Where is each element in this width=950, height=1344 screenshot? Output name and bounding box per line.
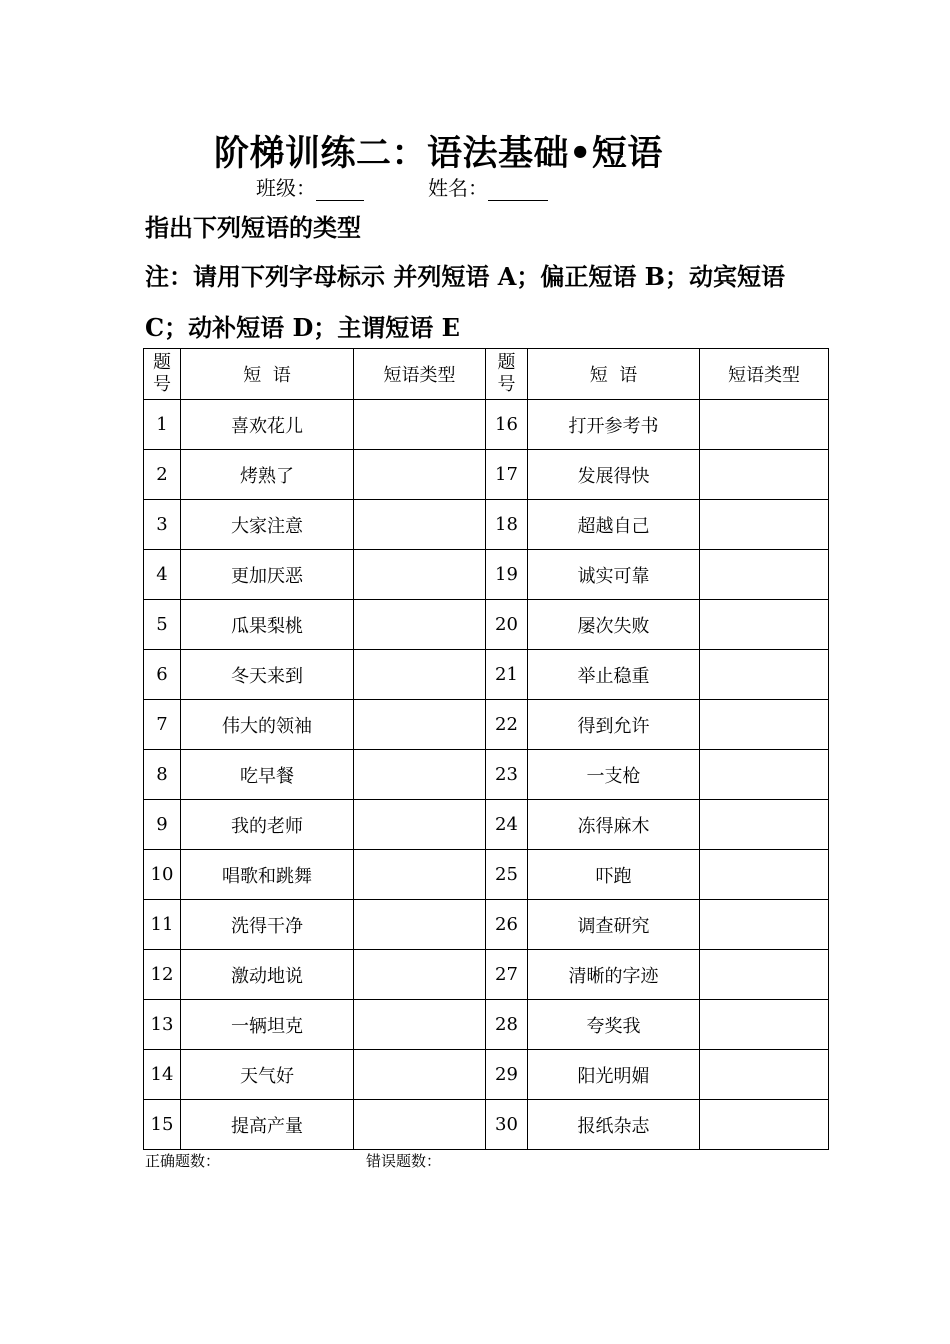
phrase-cell: 诚实可靠 — [528, 550, 700, 600]
header-type-right: 短语类型 — [700, 349, 829, 400]
answer-cell[interactable] — [700, 600, 829, 650]
question-number: 15 — [144, 1100, 181, 1150]
question-number: 23 — [486, 750, 528, 800]
table-row — [144, 600, 829, 650]
table-row — [144, 650, 829, 700]
phrase-cell: 吓跑 — [528, 850, 700, 900]
answer-cell[interactable] — [700, 1000, 829, 1050]
answer-cell[interactable] — [700, 500, 829, 550]
phrase-cell: 阳光明媚 — [528, 1050, 700, 1100]
table-row — [144, 400, 829, 450]
header-type-left: 短语类型 — [354, 349, 486, 400]
phrase-cell: 报纸杂志 — [528, 1100, 700, 1150]
answer-cell[interactable] — [700, 450, 829, 500]
table-row — [144, 750, 829, 800]
table-row — [144, 1050, 829, 1100]
phrase-cell: 冻得麻木 — [528, 800, 700, 850]
answer-cell[interactable] — [354, 450, 486, 500]
answer-cell[interactable] — [700, 900, 829, 950]
table-header-row — [144, 349, 829, 400]
note-line-1: 注：请用下列字母标示 并列短语 A；偏正短语 B；动宾短语 — [145, 262, 785, 291]
table-row — [144, 950, 829, 1000]
phrase-cell: 洗得干净 — [181, 900, 354, 950]
class-blank[interactable] — [316, 178, 364, 201]
answer-cell[interactable] — [700, 650, 829, 700]
name-label: 姓名： — [428, 176, 488, 200]
question-number: 25 — [486, 850, 528, 900]
phrase-cell: 冬天来到 — [181, 650, 354, 700]
question-number: 13 — [144, 1000, 181, 1050]
header-number-left: 题 号 — [144, 349, 181, 400]
phrase-cell: 瓜果梨桃 — [181, 600, 354, 650]
question-number: 30 — [486, 1100, 528, 1150]
phrase-cell: 得到允许 — [528, 700, 700, 750]
answer-cell[interactable] — [354, 850, 486, 900]
table-row — [144, 850, 829, 900]
question-number: 28 — [486, 1000, 528, 1050]
name-blank[interactable] — [488, 178, 548, 201]
wrong-count-label: 错误题数： — [366, 1152, 442, 1170]
answer-cell[interactable] — [354, 500, 486, 550]
question-number: 5 — [144, 600, 181, 650]
question-number: 6 — [144, 650, 181, 700]
phrase-cell: 我的老师 — [181, 800, 354, 850]
question-number: 9 — [144, 800, 181, 850]
answer-cell[interactable] — [700, 850, 829, 900]
question-number: 12 — [144, 950, 181, 1000]
table-row — [144, 1100, 829, 1150]
answer-cell[interactable] — [700, 750, 829, 800]
answer-cell[interactable] — [354, 1050, 486, 1100]
answer-cell[interactable] — [700, 400, 829, 450]
instruction-heading: 指出下列短语的类型 — [145, 213, 361, 242]
phrase-cell: 天气好 — [181, 1050, 354, 1100]
answer-cell[interactable] — [354, 800, 486, 850]
answer-cell[interactable] — [354, 900, 486, 950]
table-row — [144, 800, 829, 850]
class-field — [256, 172, 364, 201]
phrase-cell: 伟大的领袖 — [181, 700, 354, 750]
question-number: 10 — [144, 850, 181, 900]
page-title: 阶梯训练二：语法基础•短语 — [214, 133, 663, 174]
question-number: 7 — [144, 700, 181, 750]
answer-cell[interactable] — [354, 1000, 486, 1050]
table-row — [144, 900, 829, 950]
answer-cell[interactable] — [354, 650, 486, 700]
correct-count-label: 正确题数： — [145, 1152, 221, 1170]
question-number: 22 — [486, 700, 528, 750]
answer-cell[interactable] — [354, 1100, 486, 1150]
phrase-cell: 打开参考书 — [528, 400, 700, 450]
phrase-cell: 吃早餐 — [181, 750, 354, 800]
name-field — [428, 172, 548, 201]
phrase-cell: 一辆坦克 — [181, 1000, 354, 1050]
answer-cell[interactable] — [700, 550, 829, 600]
class-label: 班级： — [256, 176, 316, 200]
phrase-cell: 调查研究 — [528, 900, 700, 950]
answer-cell[interactable] — [354, 750, 486, 800]
question-number: 11 — [144, 900, 181, 950]
question-number: 19 — [486, 550, 528, 600]
table-row — [144, 550, 829, 600]
question-number: 20 — [486, 600, 528, 650]
table-row — [144, 1000, 829, 1050]
phrase-cell: 喜欢花儿 — [181, 400, 354, 450]
question-number: 18 — [486, 500, 528, 550]
table-row — [144, 700, 829, 750]
phrase-table — [143, 348, 829, 1150]
answer-cell[interactable] — [354, 550, 486, 600]
phrase-cell: 发展得快 — [528, 450, 700, 500]
header-phrase-right: 短 语 — [528, 349, 700, 400]
phrase-cell: 提高产量 — [181, 1100, 354, 1150]
phrase-cell: 夸奖我 — [528, 1000, 700, 1050]
answer-cell[interactable] — [700, 700, 829, 750]
question-number: 3 — [144, 500, 181, 550]
phrase-cell: 激动地说 — [181, 950, 354, 1000]
question-number: 4 — [144, 550, 181, 600]
question-number: 14 — [144, 1050, 181, 1100]
question-number: 27 — [486, 950, 528, 1000]
answer-cell[interactable] — [354, 950, 486, 1000]
table-row — [144, 500, 829, 550]
note-line-2: C；动补短语 D；主谓短语 E — [145, 313, 460, 342]
question-number: 16 — [486, 400, 528, 450]
question-number: 17 — [486, 450, 528, 500]
phrase-cell: 清晰的字迹 — [528, 950, 700, 1000]
answer-cell[interactable] — [354, 700, 486, 750]
phrase-cell: 大家注意 — [181, 500, 354, 550]
phrase-cell: 超越自己 — [528, 500, 700, 550]
phrase-cell: 一支枪 — [528, 750, 700, 800]
answer-cell[interactable] — [700, 950, 829, 1000]
question-number: 29 — [486, 1050, 528, 1100]
question-number: 21 — [486, 650, 528, 700]
phrase-cell: 举止稳重 — [528, 650, 700, 700]
table-row — [144, 450, 829, 500]
question-number: 2 — [144, 450, 181, 500]
phrase-cell: 唱歌和跳舞 — [181, 850, 354, 900]
answer-cell[interactable] — [700, 800, 829, 850]
phrase-cell: 屡次失败 — [528, 600, 700, 650]
header-phrase-left: 短 语 — [181, 349, 354, 400]
phrase-cell: 更加厌恶 — [181, 550, 354, 600]
answer-cell[interactable] — [354, 400, 486, 450]
question-number: 26 — [486, 900, 528, 950]
answer-cell[interactable] — [700, 1050, 829, 1100]
header-number-right: 题 号 — [486, 349, 528, 400]
phrase-cell: 烤熟了 — [181, 450, 354, 500]
answer-cell[interactable] — [700, 1100, 829, 1150]
answer-cell[interactable] — [354, 600, 486, 650]
question-number: 8 — [144, 750, 181, 800]
question-number: 1 — [144, 400, 181, 450]
question-number: 24 — [486, 800, 528, 850]
